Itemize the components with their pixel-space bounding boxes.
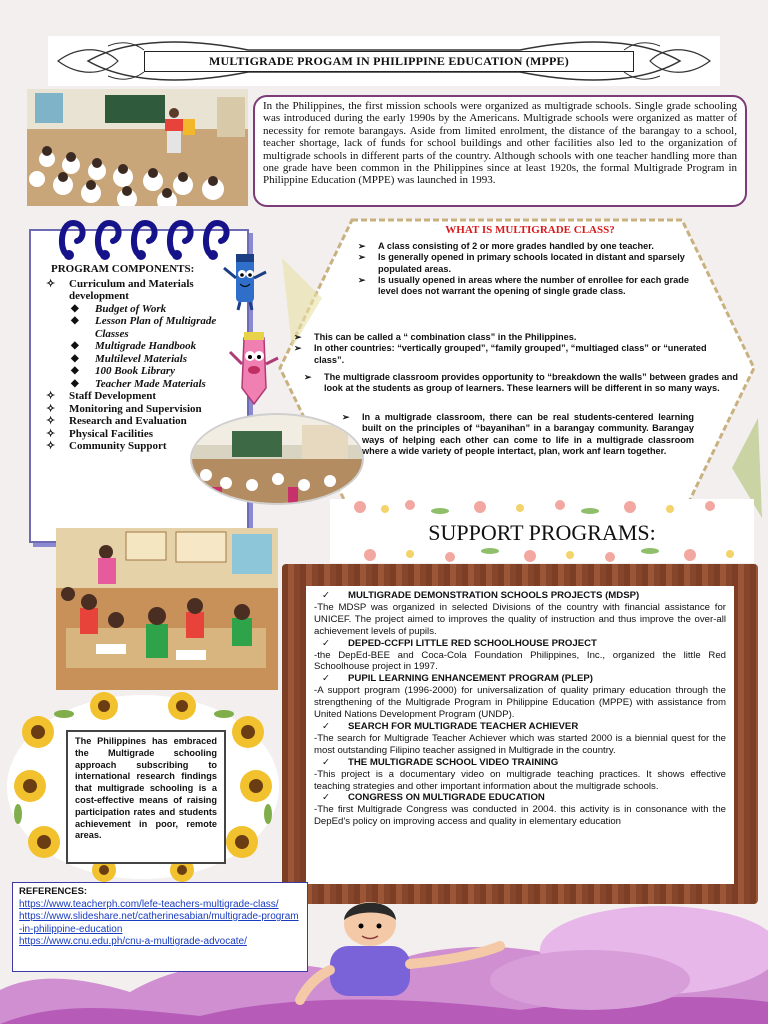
component-subitem: ◆ Teacher Made Materials [43, 378, 243, 391]
support-programs-title: SUPPORT PROGRAMS: [428, 520, 656, 545]
components-heading: PROGRAM COMPONENTS: [51, 263, 195, 275]
support-program-description: -The search for Multigrade Teacher Achiever which was started 2000 is a biennial quest for the most outstanding Filipino teacher assigned in Multigrade in the country. [314, 732, 726, 756]
component-subitem: ◆ Multilevel Materials [43, 353, 243, 366]
support-program-description: -A support program (1996-2000) for universalization of quality primary education through the strengthening of the Multigrade Program in Philippine Education (MPPE) with assistance from United Nations Development Program (UNDP). [314, 685, 726, 721]
component-item: ✧ Monitoring and Supervision [43, 403, 243, 416]
what-is-item: ➢ The multigrade classroom provides opportunity to “breakdown the walls” between grades and look at the students as group of learners. These learners will be different in so many ways. [298, 372, 738, 395]
component-subitem: ◆ Multigrade Handbook [43, 340, 243, 353]
what-is-item: ➢ This can be called a “ combination class” in the Philippines. [288, 332, 733, 343]
support-program-name [314, 721, 726, 733]
support-program-label: THE MULTIGRADE SCHOOL VIDEO TRAINING [348, 756, 559, 768]
support-program-name [314, 673, 726, 685]
page-title: MULTIGRADE PROGAM IN PHILIPPINE EDUCATION (MPPE) [144, 51, 634, 72]
component-subitem: ◆ 100 Book Library [43, 365, 243, 378]
support-program-label: MULTIGRADE DEMONSTRATION SCHOOLS PROJECTS (MDSP) [348, 590, 640, 601]
support-program-label: PUPIL LEARNING ENHANCEMENT PROGRAM (PLEP) [348, 673, 594, 685]
support-programs-frame [282, 564, 758, 904]
component-subitem: ◆ Budget of Work [43, 303, 243, 316]
component-item: ✧ Curriculum and Materials development [43, 278, 243, 303]
support-program-description: -This project is a documentary video on multigrade teaching practices. It shows effective teaching strategies and other important information about the multigrade schools. [314, 768, 726, 792]
what-is-item: ➢ Is usually opened in areas where the number of enrollee for each grade level does not warrant the opening of single grade class. [352, 275, 692, 298]
support-program-label: SEARCH FOR MULTIGRADE TEACHER ACHIEVER [348, 720, 579, 732]
header-banner [48, 36, 720, 86]
checkmark-icon: ✓ [322, 673, 331, 685]
checkmark-icon: ✓ [322, 756, 331, 768]
what-is-item: ➢ In other countries: “vertically grouped”, “family grouped”, “multiaged class” or “unerated class”. [288, 343, 733, 366]
component-item: ✧ Research and Evaluation [43, 415, 243, 428]
reference-link[interactable]: https://www.cnu.edu.ph/cnu-a-multigrade-advocate/ [19, 936, 247, 947]
checkmark-icon: ✓ [322, 792, 331, 804]
checkmark-icon: ✓ [322, 637, 331, 649]
component-item: ✧ Community Support [43, 440, 243, 453]
quote-text: The Philippines has embraced the Multigrade schooling approach subscribing to international research findings that multigrade schooling is a cost-effective means of raising participation rates and students achievement in poor, remote areas. [75, 736, 217, 841]
component-item: ✧ Physical Facilities [43, 428, 243, 441]
intro-text-box [253, 95, 747, 207]
what-is-list-2 [288, 332, 733, 366]
references-heading: REFERENCES: [19, 886, 88, 897]
reference-link[interactable]: https://www.slideshare.net/catherinesabian/multigrade-program-in-philippine-education [19, 911, 299, 935]
support-program-name [314, 638, 726, 650]
support-program-name [314, 792, 726, 804]
support-program-description: -the DepEd-BEE and Coca-Cola Foundation Philippines, Inc., organized the little Red Schoolhouse project in 1997. [314, 649, 726, 673]
component-subitem: ◆ Lesson Plan of Multigrade Classes [43, 315, 243, 340]
reference-link[interactable]: https://www.teacherph.com/lefe-teachers-multigrade-class/ [19, 898, 279, 910]
support-program-label: CONGRESS ON MULTIGRADE EDUCATION [348, 792, 545, 804]
support-program-label: DEPED-CCFPI LITTLE RED SCHOOLHOUSE PROJECT [348, 637, 597, 649]
program-components-list [43, 263, 243, 453]
what-is-item: ➢ In a multigrade classroom, there can be real students-centered learning built on the principles of “bayanihan” in a barangay community. Barangay ways of helping each other can come to life in a multigrade classroom where a wide variety of people intertact, plan, work anf learn together. [336, 412, 694, 457]
intro-paragraph: In the Philippines, the first mission schools were organized as multigrade schools. Single grade schooling was introduced during the early 1990s by the Americans. Multigrade schools were organized as matter of necessity for remote barangays. Aside from limited enrolment, the distance of the barangay to a school, teacher shortage, lack of funds for school buildings and other facilities also led to the organization of multigrade schools in different parts of the country. Although schools with one teacher handling more than one grade have been common in the Philippines since at least 1920s, the formal Multigrade Program in Philippine Education (MPPE) was launched in 1993. [263, 100, 737, 187]
support-program-description: -The first Multigrade Congress was conducted in 2004. this activity is in consonance with the DepEd’s policy on improving access and quality in elementary education [314, 804, 726, 828]
component-item: ✧ Staff Development [43, 390, 243, 403]
what-is-item: ➢ A class consisting of 2 or more grades handled by one teacher. [352, 241, 692, 252]
quote-box [66, 730, 226, 864]
classroom-circle-photo [190, 413, 364, 505]
children-studying-photo [56, 528, 278, 690]
what-is-list-1 [352, 241, 692, 297]
spiral-rings-icon [55, 215, 235, 265]
checkmark-icon: ✓ [322, 720, 331, 732]
support-program-name [314, 757, 726, 769]
checkmark-icon: ✓ [322, 590, 331, 601]
classroom-photo [27, 89, 248, 206]
what-is-title: WHAT IS MULTIGRADE CLASS? [445, 224, 615, 236]
support-programs-list [314, 590, 726, 828]
support-program-description: -The MDSP was organized in selected Divisions of the country with financial assistance for UNICEF. The project aimed to improves the quality of instruction and thus improve the over-all achievement levels of pupils. [314, 601, 726, 637]
program-components-notebook [25, 215, 250, 543]
what-is-list-3 [298, 372, 738, 395]
what-is-list-4 [336, 412, 694, 457]
support-program-name [314, 590, 726, 602]
references-box [12, 882, 308, 972]
what-is-item: ➢ Is generally opened in primary schools located in distant and sparsely populated areas. [352, 252, 692, 275]
